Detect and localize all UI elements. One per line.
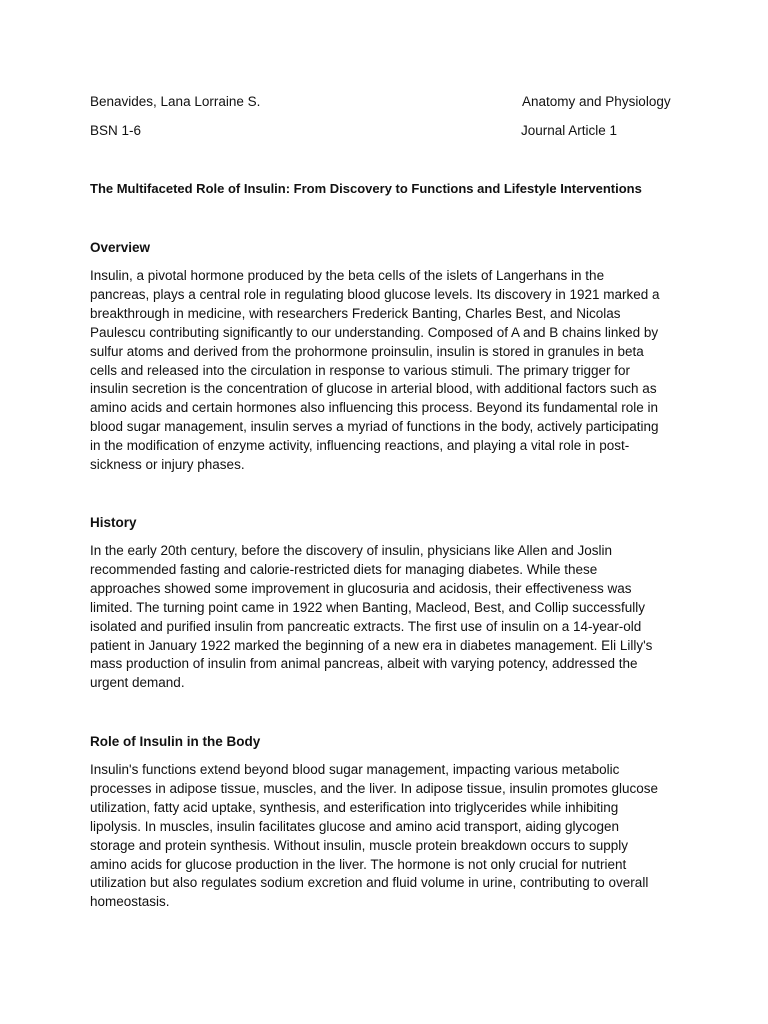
- text-line: urgent demand.: [90, 675, 185, 691]
- text-line: amino acids for glucose production in the liver. The hormone is not only crucial for nutrient: [90, 856, 627, 872]
- text-line: storage and protein synthesis. Without insulin, muscle protein breakdown occurs to supply: [90, 837, 629, 853]
- text-line: approaches showed some improvement in glucosuria and acidosis, their effectiveness was: [90, 580, 632, 596]
- text-line: processes in adipose tissue, muscles, and the liver. In adipose tissue, insulin promotes glucose: [90, 780, 659, 796]
- text-line: pancreas, plays a central role in regulating blood glucose levels. Its discovery in 1921 marked a: [90, 286, 660, 302]
- text-line: utilization, fatty acid uptake, synthesis, and esterification into triglycerides while inhibiting: [90, 799, 619, 815]
- text-line: homeostasis.: [90, 894, 170, 910]
- section-heading-overview: Overview: [90, 240, 151, 255]
- text-line: in the modification of enzyme activity, influencing reactions, and playing a vital role in post-: [90, 438, 630, 454]
- section-body-overview: [90, 267, 678, 475]
- text-line: limited. The turning point came in 1922 when Banting, Macleod, Best, and Collip successfully: [90, 599, 646, 615]
- text-line: breakthrough in medicine, with researchers Frederick Banting, Charles Best, and Nicolas: [90, 305, 621, 321]
- text-line: isolated and purified insulin from pancreatic extracts. The first use of insulin on a 14-year-old: [90, 618, 642, 634]
- author-name: Benavides, Lana Lorraine S.: [90, 94, 261, 109]
- document-title: The Multifaceted Role of Insulin: From Discovery to Functions and Lifestyle Interventions: [90, 181, 642, 196]
- text-line: sulfur atoms and derived from the prohormone proinsulin, insulin is stored in granules in beta: [90, 343, 644, 359]
- text-line: Insulin, a pivotal hormone produced by the beta cells of the islets of Langerhans in the: [90, 268, 605, 283]
- section-heading-history: History: [90, 515, 137, 530]
- text-line: Insulin's functions extend beyond blood sugar management, impacting various metabolic: [90, 762, 620, 777]
- text-line: lipolysis. In muscles, insulin facilitates glucose and amino acid transport, aiding glycogen: [90, 818, 620, 834]
- text-line: In the early 20th century, before the discovery of insulin, physicians like Allen and Joslin: [90, 543, 613, 558]
- course-name: Anatomy and Physiology: [522, 94, 671, 109]
- text-line: amino acids and certain hormones also influencing this process. Beyond its fundamental role in: [90, 400, 659, 416]
- section-heading-role-of-insulin: Role of Insulin in the Body: [90, 734, 261, 749]
- text-line: insulin secretion is the concentration of glucose in arterial blood, with additional factors such as: [90, 381, 657, 397]
- text-line: blood sugar management, insulin serves a myriad of functions in the body, actively participating: [90, 419, 659, 435]
- text-line: sickness or injury phases.: [90, 457, 245, 473]
- text-line: mass production of insulin from animal pancreas, albeit with varying potency, addressed the: [90, 656, 638, 672]
- section-code: BSN 1-6: [90, 123, 142, 138]
- section-body-history: [90, 542, 678, 693]
- text-line: cells and released into the circulation in response to various stimuli. The primary trigger for: [90, 362, 630, 378]
- assignment-name: Journal Article 1: [521, 123, 618, 138]
- text-line: patient in January 1922 marked the beginning of a new era in diabetes management. Eli Lilly's: [90, 637, 653, 653]
- text-line: utilization but also regulates sodium excretion and fluid volume in urine, contributing to overall: [90, 875, 649, 891]
- text-line: Paulescu contributing significantly to our understanding. Composed of A and B chains linked by: [90, 324, 659, 340]
- section-body-role-of-insulin: [90, 761, 678, 912]
- text-line: recommended fasting and calorie-restricted diets for managing diabetes. While these: [90, 561, 598, 577]
